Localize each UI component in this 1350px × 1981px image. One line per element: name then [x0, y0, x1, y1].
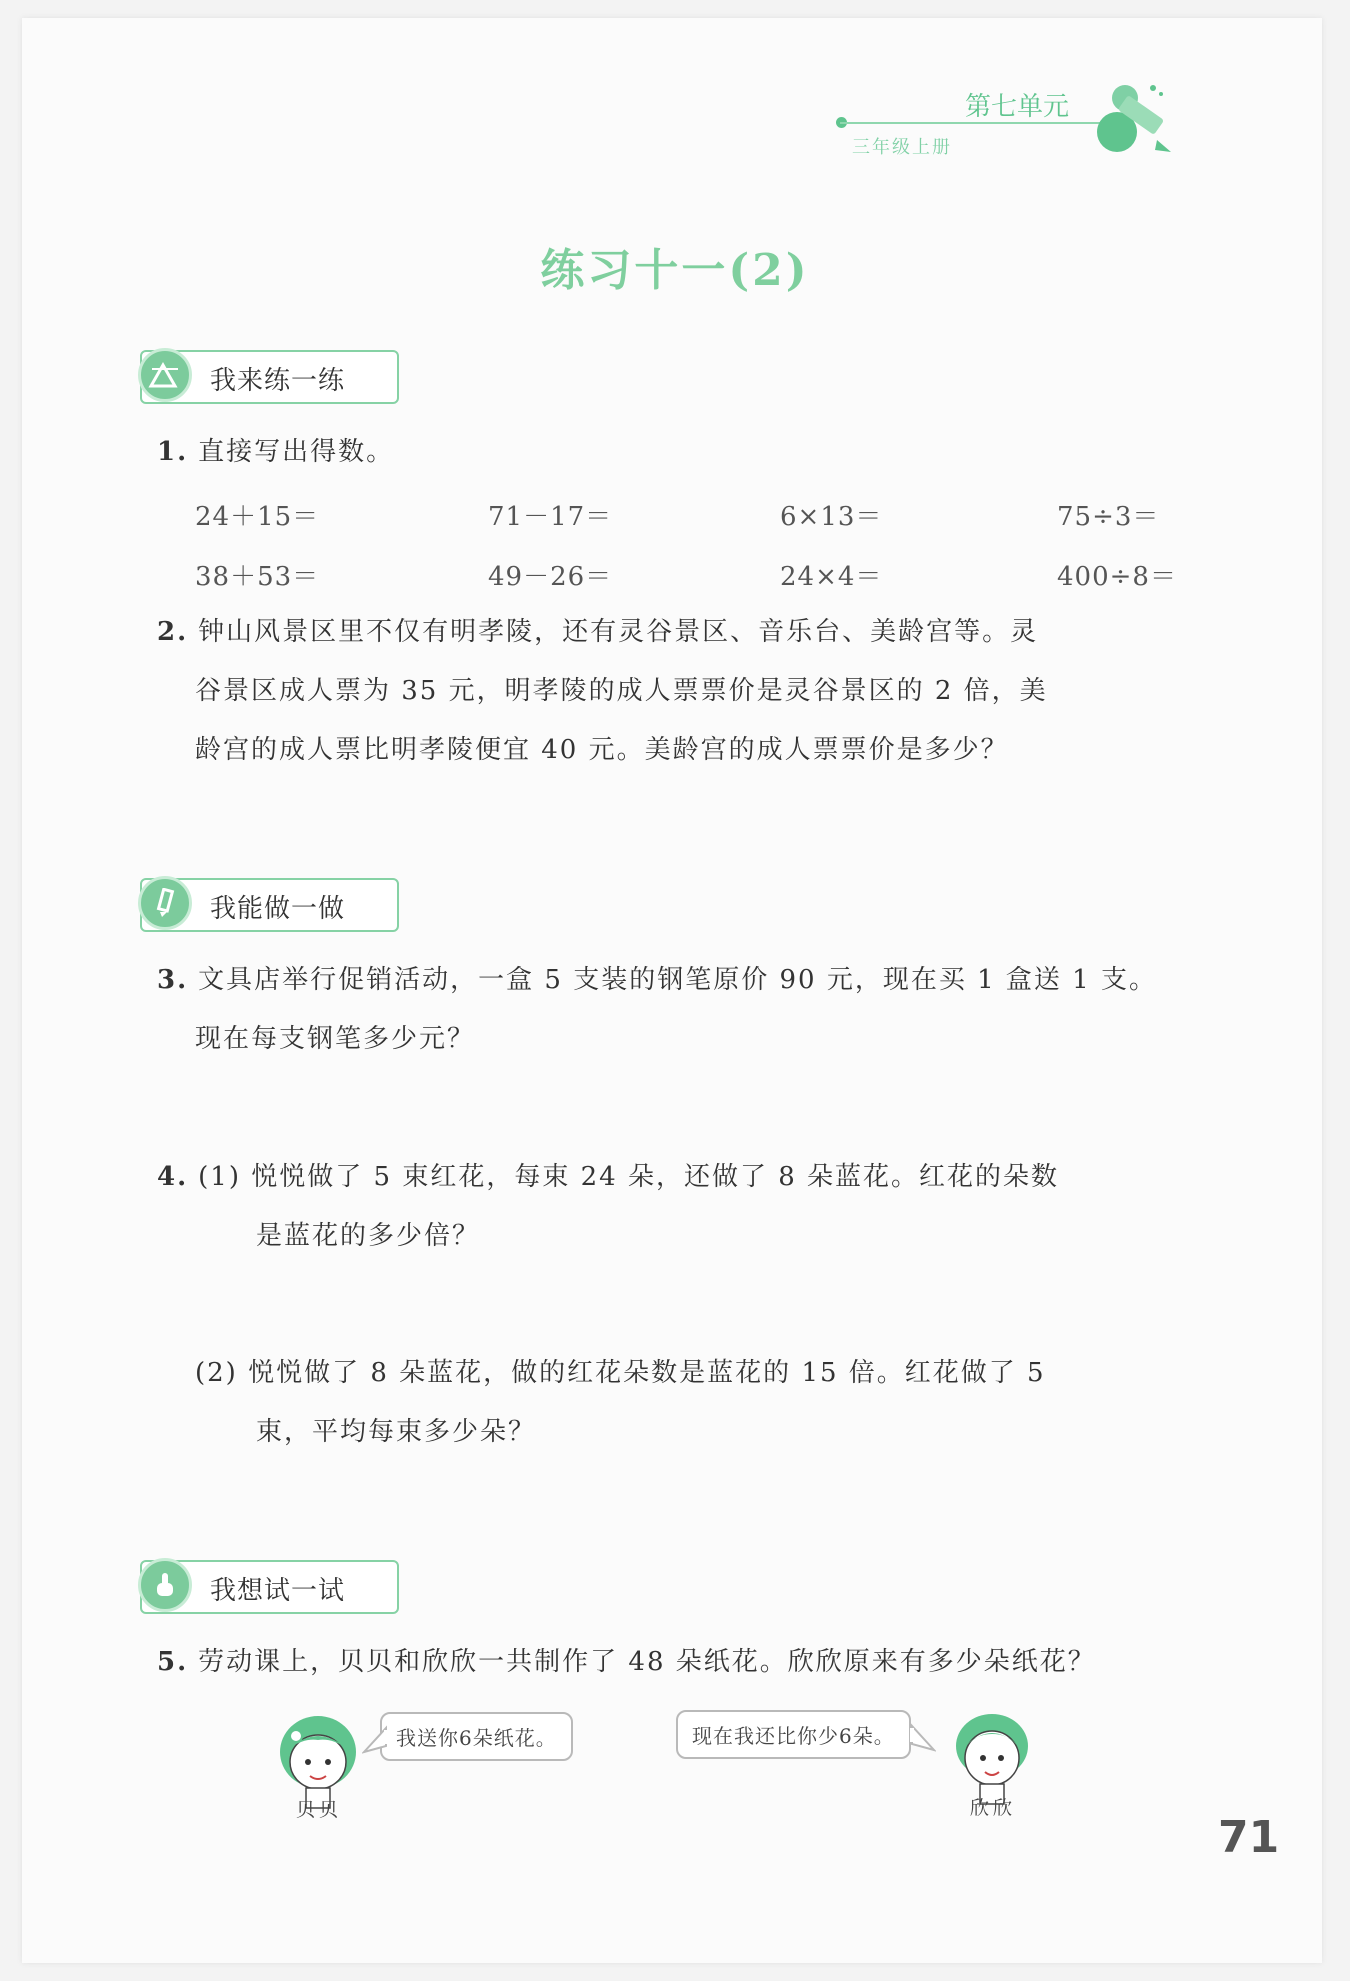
- pencil-icon: [138, 876, 192, 930]
- section-tag-do: [140, 878, 399, 932]
- calc-item: 24＋15＝: [195, 502, 320, 532]
- speech-bubble: 现在我还比你少6朵。: [676, 1710, 911, 1759]
- question-1: [157, 434, 394, 470]
- question-text: 悦悦做了 8 朵蓝花，做的红花朵数是蓝花的 15 倍。红花做了 5: [248, 1358, 1046, 1388]
- section-label: 我来练一练: [210, 366, 346, 396]
- girl-beibei-illustration: [268, 1700, 368, 1810]
- question-text: 悦悦做了 5 束红花，每束 24 朵，还做了 8 朵蓝花。红花的朵数: [251, 1162, 1060, 1192]
- bubble-tail: [362, 1724, 388, 1754]
- ruler-triangle-icon: [138, 348, 192, 402]
- question-number: 1.: [157, 437, 189, 467]
- question-2: [157, 614, 1038, 650]
- calc-item: 75÷3＝: [1057, 502, 1160, 532]
- section-label: 我能做一做: [210, 894, 346, 924]
- pencil-icon: [1095, 80, 1175, 160]
- calc-item: 400÷8＝: [1057, 562, 1177, 592]
- question-text: 劳动课上，贝贝和欣欣一共制作了 48 朵纸花。欣欣原来有多少朵纸花？: [198, 1647, 1096, 1677]
- unit-title: 第七单元: [965, 92, 1070, 122]
- question-number: 3.: [157, 965, 189, 995]
- question-text: 是蓝花的多少倍？: [256, 1221, 481, 1251]
- question-text: 直接写出得数。: [198, 437, 395, 467]
- character-name: 欣欣: [970, 1797, 1017, 1819]
- sub-question-label: (1): [198, 1162, 241, 1192]
- calc-item: 24×4＝: [780, 562, 883, 592]
- girl-xinxin-illustration: [942, 1698, 1042, 1808]
- calc-item: 38＋53＝: [195, 562, 320, 592]
- question-text: 现在每支钢笔多少元？: [195, 1024, 476, 1054]
- question-3: [157, 962, 1157, 998]
- page-number: 71: [1218, 1812, 1280, 1863]
- sub-question-label: (2): [195, 1358, 238, 1388]
- section-label: 我想试一试: [210, 1576, 346, 1606]
- calc-item: 6×13＝: [780, 502, 883, 532]
- question-number: 2.: [157, 617, 189, 647]
- hand-icon: [138, 1558, 192, 1612]
- calc-item: 71－17＝: [488, 502, 613, 532]
- question-5: [157, 1644, 1096, 1680]
- grade-label: 三年级上册: [852, 137, 952, 158]
- section-tag-practice: [140, 350, 399, 404]
- question-number: 4.: [157, 1162, 189, 1192]
- bubble-tail: [910, 1722, 936, 1752]
- calc-item: 49－26＝: [488, 562, 613, 592]
- speech-bubble: 我送你6朵纸花。: [380, 1712, 573, 1761]
- section-tag-try: [140, 1560, 399, 1614]
- question-text: 谷景区成人票为 35 元，明孝陵的成人票票价是灵谷景区的 2 倍，美: [195, 676, 1048, 706]
- page-title: 练习十一(2): [540, 245, 810, 296]
- question-text: 束，平均每束多少朵？: [256, 1417, 537, 1447]
- question-text: 文具店举行促销活动，一盒 5 支装的钢笔原价 90 元，现在买 1 盒送 1 支。: [198, 965, 1157, 995]
- question-text: 龄宫的成人票比明孝陵便宜 40 元。美龄宫的成人票票价是多少？: [195, 735, 1009, 765]
- question-number: 5.: [157, 1647, 189, 1677]
- question-text: 钟山风景区里不仅有明孝陵，还有灵谷景区、音乐台、美龄宫等。灵: [198, 617, 1039, 647]
- character-name: 贝贝: [296, 1799, 343, 1821]
- question-4-part-2: [195, 1355, 1046, 1391]
- question-4: [157, 1159, 1059, 1195]
